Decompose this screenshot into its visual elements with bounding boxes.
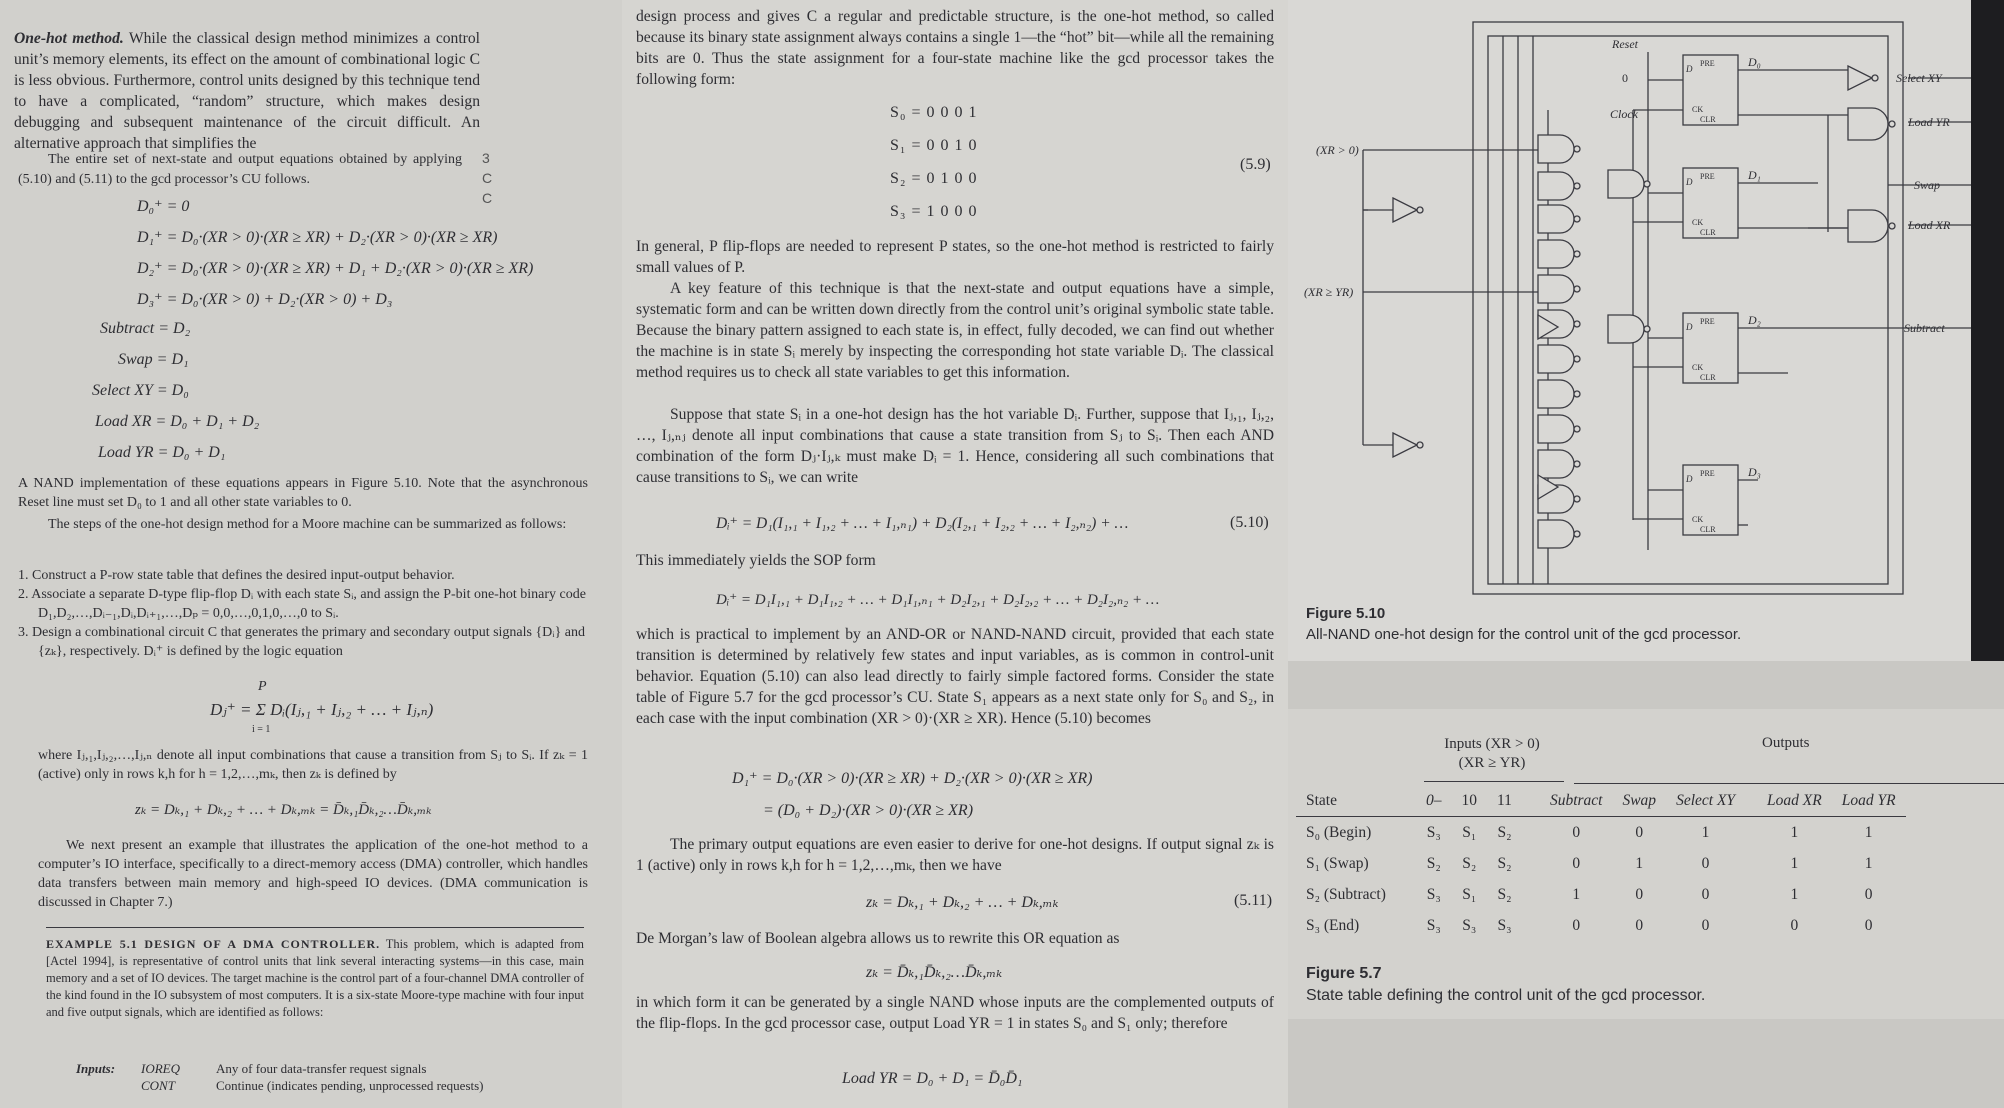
- inputs-list: [76, 1060, 484, 1094]
- table-cell: S₃: [1426, 885, 1441, 903]
- ff-d-label: D: [1686, 64, 1693, 74]
- dark-background-strip: [1971, 0, 2004, 661]
- transition-definition-paragraph: where Iⱼ,₁,Iⱼ,₂,…,Iⱼ,ₙ denote all input combinations that cause a transition from Sⱼ to Sᵢ. If zₖ = 1 (active) only in rows k,h for h = 1,2,…,mₖ, then zₖ is defined by: [38, 748, 588, 782]
- ff-clr-label: CLR: [1700, 373, 1716, 382]
- equation-load-yr: Load YR = D₀ + D₁: [98, 444, 226, 461]
- margin-marks: [482, 148, 496, 208]
- margin-mark: C: [482, 190, 493, 206]
- nand-gate: [1608, 315, 1644, 343]
- input-name: IOREQ: [141, 1061, 180, 1076]
- table-cell: 0: [1572, 854, 1581, 872]
- left-page-column: [0, 0, 622, 1108]
- equation-number-5-11: (5.11): [1234, 892, 1273, 909]
- table-cell: 0: [1790, 916, 1799, 934]
- input-name: CONT: [141, 1078, 175, 1093]
- inverter: [1393, 433, 1417, 457]
- middle-page-column: [622, 0, 1288, 1108]
- zk-equation: zₖ = Dₖ,₁ + Dₖ,₂ + … + Dₖ,ₘₖ = D̄ₖ,₁D̄ₖ,₂…D̄ₖ,ₘₖ: [135, 802, 432, 818]
- table-cell: 0: [1701, 885, 1710, 903]
- table-row: [1296, 879, 1906, 910]
- nand-gate-load-xr: [1848, 210, 1888, 242]
- nand-gate: [1538, 172, 1574, 200]
- ff-ck-label: CK: [1692, 218, 1704, 227]
- table-cell: 0: [1635, 916, 1644, 934]
- table-cell: 0: [1864, 916, 1873, 934]
- outputs-header: Outputs: [1762, 735, 1810, 751]
- equation-select-xy: Select XY = D₀: [92, 382, 189, 399]
- sop-intro-text: This immediately yields the SOP form: [636, 552, 876, 569]
- nand-gate: [1538, 205, 1574, 233]
- table-cell: S₃: [1426, 916, 1441, 934]
- d1-next-state-equation: D₁⁺ = D₀·(XR > 0)·(XR ≥ XR) + D₂·(XR > 0)·(XR ≥ XR): [732, 770, 1093, 787]
- sum-upper-limit: P: [258, 679, 267, 694]
- input-description: Continue (indicates pending, unprocessed requests): [216, 1078, 484, 1093]
- nand-circuit-diagram: [1288, 0, 1971, 620]
- table-cell: S₁: [1462, 823, 1477, 841]
- table-cell: S₃: [1497, 916, 1512, 934]
- example-title: EXAMPLE 5.1 DESIGN OF A DMA CONTROLLER.: [46, 937, 381, 951]
- table-cell: 0: [1701, 854, 1710, 872]
- table-cell: 0: [1635, 885, 1644, 903]
- output-d0-label: D₀: [1748, 55, 1761, 69]
- input-description: Any of four data-transfer request signals: [216, 1061, 427, 1076]
- inputs-header-line1: Inputs (XR > 0): [1444, 736, 1540, 752]
- table-cell: 0: [1572, 823, 1581, 841]
- inputs-header-line2: (XR ≥ YR): [1458, 755, 1526, 771]
- load-yr-label: Load YR: [1908, 115, 1950, 129]
- one-hot-description-paragraph: design process and gives C a regular and predictable structure, is the one-hot method, so called because its binary state assignment always contains a single 1—the “hot” bit—while all the remaining bits are 0. Thus the state assignment for a four-state machine like the gcd processor takes the following form:: [636, 8, 1274, 88]
- margin-mark: 3: [482, 150, 490, 166]
- table-cell: S₂ (Subtract): [1306, 885, 1386, 903]
- figure-5-7-panel: [1288, 709, 2004, 1019]
- zero-label: 0: [1622, 71, 1628, 85]
- table-cell: 0: [1572, 916, 1581, 934]
- nand-gate: [1538, 275, 1574, 303]
- output-equations-paragraph: The primary output equations are even easier to derive for one-hot designs. If output signal zₖ is 1 (active) only in rows k,h for h = 1,2,…,mₖ, then we have: [636, 836, 1274, 874]
- table-cell: 1: [1572, 885, 1581, 903]
- inverter: [1393, 198, 1417, 222]
- table-cell: S₂: [1426, 854, 1441, 872]
- ff-clr-label: CLR: [1700, 115, 1716, 124]
- example-body: This problem, which is adapted from [Actel 1994], is representative of control units that link several interacting systems—in this case, main memory and a set of IO devices. The target machine is the control part of a four-channel DMA controller of the kind found in the IO subsystem of most computers. It is a six-state Moore-type machine with four input and five output signals, which are identified as follows:: [46, 937, 584, 1019]
- ff-d-label: D: [1686, 177, 1693, 187]
- nand-gate: [1608, 170, 1644, 198]
- table-cell: S₃: [1426, 823, 1441, 841]
- inputs-underline: [1424, 781, 1564, 782]
- and-or-implementation-paragraph: which is practical to implement by an AND-OR or NAND-NAND circuit, provided that each state transition is determined by relatively few states and input variables, as is common in control-unit behavior. Equation (5.10) can also lead directly to fairly simple factored forms. Consider the state table of Figure 5.7 for the gcd processor’s CU. State S₁ appears as a next state only for S₀ and S₂, in each case with the input combination (XR > 0)·(XR ≥ XR). Hence (5.10) becomes: [636, 626, 1274, 727]
- steps-list: [18, 566, 588, 661]
- select-xy-label: Select XY: [1896, 71, 1942, 85]
- ff-pre-label: PRE: [1700, 172, 1715, 181]
- nand-gate: [1538, 380, 1574, 408]
- ff-ck-label: CK: [1692, 515, 1704, 524]
- table-cell: 0: [1635, 823, 1644, 841]
- step-item: 3. Design a combinational circuit C that generates the primary and secondary output signals {Dᵢ} and {zₖ}, respectively. Dᵢ⁺ is defined by the logic equation: [18, 625, 586, 659]
- sum-lower-limit: i = 1: [252, 724, 271, 735]
- figure-5-10-number: Figure 5.10: [1306, 605, 1386, 622]
- table-cell: 1: [1790, 854, 1799, 872]
- step-item: 2. Associate a separate D-type flip-flop Dᵢ with each state Sᵢ, and assign the P-bit one-hot binary code D₁,D₂,…,Dᵢ₋₁,Dᵢ,Dᵢ₊₁,…,Dₚ = 0,0,…,0,1,0,…,0 to Sᵢ.: [18, 587, 586, 621]
- equation-5-11: zₖ = Dₖ,₁ + Dₖ,₂ + … + Dₖ,ₘₖ: [866, 894, 1059, 911]
- load-xr-label: Load XR: [1908, 218, 1951, 232]
- table-cell: S₁: [1462, 885, 1477, 903]
- state-assignment-s1: S₁ = 0 0 1 0: [890, 137, 978, 154]
- nand-gate: [1538, 240, 1574, 268]
- equation-number-5-9: (5.9): [1240, 156, 1271, 173]
- table-cell: S₂: [1497, 854, 1512, 872]
- nand-gate: [1538, 415, 1574, 443]
- equation-d3: D₃⁺ = D₀·(XR > 0) + D₂·(XR > 0) + D₃: [137, 291, 393, 308]
- nand-gate: [1538, 450, 1574, 478]
- state-assignment-s2: S₂ = 0 1 0 0: [890, 170, 978, 187]
- ff-clr-label: CLR: [1700, 228, 1716, 237]
- equation-swap: Swap = D₁: [118, 351, 189, 368]
- output-buffer: [1848, 66, 1872, 90]
- inputs-label: Inputs:: [76, 1061, 116, 1076]
- equation-d1: D₁⁺ = D₀·(XR > 0)·(XR ≥ XR) + D₂·(XR > 0)·(XR ≥ XR): [137, 229, 498, 246]
- load-yr-equation: Load YR = D₀ + D₁ = D̄₀D̄₁: [842, 1070, 1023, 1087]
- example-divider: [46, 927, 584, 928]
- table-cell: S₂: [1462, 854, 1477, 872]
- column-header: Select XY: [1676, 791, 1736, 809]
- column-header: Load XR: [1767, 791, 1822, 809]
- equation-number-5-10: (5.10): [1230, 514, 1269, 531]
- equation-load-xr: Load XR = D₀ + D₁ + D₂: [95, 413, 260, 430]
- nand-output-paragraph: in which form it can be generated by a single NAND whose inputs are the complemented outputs of the flip-flops. In the gcd processor case, output Load YR = 1 in states S₀ and S₁ only; therefore: [636, 994, 1274, 1032]
- one-hot-intro-paragraph: [14, 28, 480, 154]
- ff-d-label: D: [1686, 322, 1693, 332]
- output-d3-label: D₃: [1748, 465, 1761, 479]
- input-xr-ge-yr-label: (XR ≥ YR): [1304, 285, 1354, 299]
- figure-5-10-caption: All-NAND one-hot design for the control unit of the gcd processor.: [1306, 626, 1742, 643]
- equation-d0: D₀⁺ = 0: [137, 198, 190, 215]
- input-xr-gt-zero-label: (XR > 0): [1316, 143, 1359, 157]
- equation-d2: D₂⁺ = D₀·(XR > 0)·(XR ≥ XR) + D₁ + D₂·(XR > 0)·(XR ≥ XR): [137, 260, 534, 277]
- ff-ck-label: CK: [1692, 363, 1704, 372]
- table-cell: 1: [1635, 854, 1644, 872]
- sum-equation: Dⱼ⁺ = Σ Dᵢ(Iⱼ,₁ + Iⱼ,₂ + … + Iⱼ,ₙ): [210, 700, 434, 719]
- table-cell: S₃ (End): [1306, 916, 1360, 934]
- ff-clr-label: CLR: [1700, 525, 1716, 534]
- column-header: Load YR: [1841, 791, 1896, 809]
- nand-implementation-paragraph: A NAND implementation of these equations appears in Figure 5.10. Note that the asynchronous Reset line must set D₀ to 1 and all other state variables to 0.: [18, 476, 588, 510]
- ff-pre-label: PRE: [1700, 317, 1715, 326]
- key-feature-paragraph: A key feature of this technique is that the next-state and output equations have a simple, systematic form and can be written down directly from the control unit’s original symbolic state table. Because the binary pattern assigned to each state is, in effect, fully decoded, we can find out whether the machine is in state Sᵢ merely by inspecting the corresponding hot state variable Dᵢ. The classical method requires us to check all state variables to get this information.: [636, 280, 1274, 381]
- nand-gate: [1538, 135, 1574, 163]
- table-row: [1296, 848, 1906, 879]
- swap-label: Swap: [1914, 178, 1941, 192]
- state-table: [1296, 785, 1906, 941]
- margin-mark: C: [482, 170, 493, 186]
- equation-subtract: Subtract = D₂: [100, 320, 191, 337]
- table-cell: 1: [1701, 823, 1710, 841]
- table-cell: S₂: [1497, 823, 1512, 841]
- de-morgan-equation: zₖ = D̄ₖ,₁D̄ₖ,₂…D̄ₖ,ₘₖ: [866, 964, 1003, 981]
- subtract-label: Subtract: [1904, 321, 1945, 335]
- column-header: Subtract: [1549, 791, 1603, 809]
- figure-5-7-number: Figure 5.7: [1306, 965, 1382, 982]
- flip-flop-count-paragraph: In general, P flip-flops are needed to represent P states, so the one-hot method is restricted to fairly small values of P.: [636, 238, 1274, 276]
- table-row: [1296, 817, 1906, 849]
- nand-gate: [1538, 345, 1574, 373]
- column-header: 10: [1461, 791, 1477, 809]
- state-assignment-s3: S₃ = 1 0 0 0: [890, 203, 978, 220]
- outputs-underline: [1574, 783, 2004, 784]
- ff-pre-label: PRE: [1700, 469, 1715, 478]
- d1-factored-equation: = (D₀ + D₂)·(XR > 0)·(XR ≥ XR): [763, 802, 974, 819]
- table-header-row: [1296, 785, 1906, 817]
- de-morgan-paragraph: De Morgan’s law of Boolean algebra allows us to rewrite this OR equation as: [636, 930, 1120, 947]
- clock-label: Clock: [1610, 107, 1638, 121]
- one-hot-intro-text: While the classical design method minimizes a control unit’s memory elements, its effect on the amount of combinational logic C is less obvious. Furthermore, control units designed by this technique tend to have a complicated, “random” structure, which makes design debugging and subsequent maintenance of the circuit difficult. An alternative approach that simplifies the: [14, 30, 481, 152]
- nand-gate-load-yr: [1848, 108, 1888, 140]
- table-cell: S₀ (Begin): [1306, 823, 1372, 841]
- table-cell: S₁ (Swap): [1306, 854, 1369, 872]
- sop-equation: Dᵢ⁺ = D₁I₁,₁ + D₁I₁,₂ + … + D₁I₁,ₙ₁ + D₂I₂,₁ + D₂I₂,₂ + … + D₂I₂,ₙ₂ + …: [716, 592, 1160, 608]
- ff-d-label: D: [1686, 474, 1693, 484]
- state-assignment-s0: S₀ = 0 0 0 1: [890, 104, 978, 121]
- steps-intro-paragraph: The steps of the one-hot design method for a Moore machine can be summarized as follows:: [48, 517, 567, 532]
- column-header: State: [1306, 791, 1337, 809]
- dma-intro-paragraph: We next present an example that illustrates the application of the one-hot method to a computer’s IO interface, specifically to a direct-memory access (DMA) controller, which handles data transfers between main memory and high-speed IO devices. (DMA communication is discussed in Chapter 7.): [38, 838, 588, 910]
- table-cell: 1: [1790, 823, 1799, 841]
- nand-gate: [1538, 520, 1574, 548]
- table-cell: 0: [1701, 916, 1710, 934]
- column-header: 0–: [1426, 791, 1442, 809]
- column-header: Swap: [1622, 791, 1657, 809]
- output-d2-label: D₂: [1748, 313, 1761, 327]
- reset-label: Reset: [1612, 37, 1638, 51]
- output-d1-label: D₁: [1748, 168, 1761, 182]
- table-cell: 1: [1790, 885, 1799, 903]
- hot-variable-paragraph: Suppose that state Sᵢ in a one-hot design has the hot variable Dᵢ. Further, suppose that Iⱼ,₁, Iⱼ,₂, …, Iⱼ,ₙⱼ denote all input combinations that cause a state transition from Sⱼ to Sᵢ. Then each AND combination of the form Dⱼ·Iⱼ,ₖ must make Dᵢ = 1. Hence, considering all such combinations that cause transitions to Sᵢ, we can write: [636, 406, 1274, 486]
- table-cell: 0: [1864, 885, 1873, 903]
- table-cell: S₃: [1462, 916, 1477, 934]
- equations-intro-paragraph: The entire set of next-state and output equations obtained by applying (5.10) and (5.11) to the gcd processor’s CU follows.: [18, 152, 462, 187]
- table-cell: S₂: [1497, 885, 1512, 903]
- column-header: 11: [1497, 791, 1512, 809]
- inputs-header: [1422, 735, 1562, 773]
- table-cell: 1: [1864, 823, 1873, 841]
- table-row: [1296, 910, 1906, 941]
- ff-pre-label: PRE: [1700, 59, 1715, 68]
- equation-5-10: Dᵢ⁺ = D₁(I₁,₁ + I₁,₂ + … + I₁,ₙ₁) + D₂(I₂,₁ + I₂,₂ + … + I₂,ₙ₂) + …: [716, 515, 1129, 532]
- ff-ck-label: CK: [1692, 105, 1704, 114]
- step-item: 1. Construct a P-row state table that defines the desired input-output behavior.: [18, 568, 455, 583]
- example-5-1-text: [46, 936, 584, 1021]
- one-hot-heading: One-hot method.: [14, 30, 124, 47]
- figure-5-7-caption: State table defining the control unit of the gcd processor.: [1306, 987, 1706, 1004]
- figure-5-10-panel: [1288, 0, 1971, 661]
- table-cell: 1: [1864, 854, 1873, 872]
